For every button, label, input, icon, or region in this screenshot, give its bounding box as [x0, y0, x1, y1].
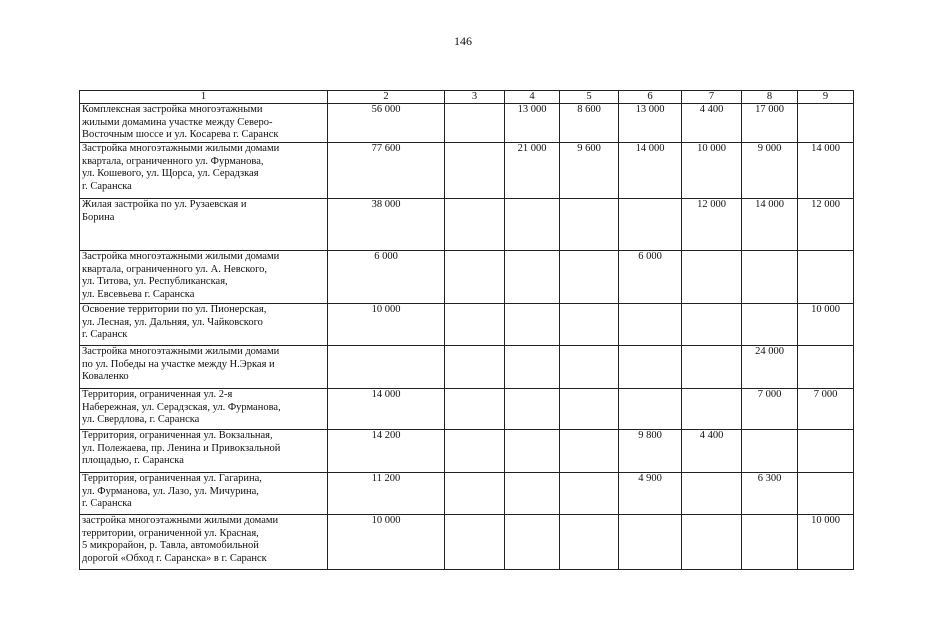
value-cell — [445, 104, 505, 143]
value-cell — [560, 473, 619, 515]
value-cell — [742, 515, 798, 570]
row-name-cell: Комплексная застройка многоэтажными жилыми домамина участке между Северо- Восточным шоссе и ул. Косарева г. Саранск — [80, 104, 328, 143]
row-name-cell: Жилая застройка по ул. Рузаевская и Борина — [80, 199, 328, 251]
value-cell: 24 000 — [742, 346, 798, 389]
header-cell: 7 — [682, 91, 742, 104]
header-row — [80, 91, 854, 104]
header-cell: 3 — [445, 91, 505, 104]
row-name-cell: застройка многоэтажными жилыми домами территории, ограниченной ул. Красная, 5 микрорайон, р. Тавла, автомобильной дорогой «Обход г. Саранска» в г. Саранск — [80, 515, 328, 570]
row-name-cell: Застройка многоэтажными жилыми домами квартала, ограниченного ул. Фурманова, ул. Кошевого, ул. Щорса, ул. Серадзкая г. Саранска — [80, 143, 328, 199]
value-cell: 6 000 — [619, 251, 682, 304]
value-cell: 4 400 — [682, 430, 742, 473]
value-cell: 9 800 — [619, 430, 682, 473]
table-row — [80, 515, 854, 570]
table-row — [80, 199, 854, 251]
value-cell — [560, 199, 619, 251]
value-cell — [505, 199, 560, 251]
value-cell — [505, 304, 560, 346]
table-row — [80, 251, 854, 304]
row-name-cell: Застройка многоэтажными жилыми домами по ул. Победы на участке между Н.Эркая и Коваленко — [80, 346, 328, 389]
header-cell: 2 — [328, 91, 445, 104]
value-cell: 10 000 — [798, 304, 854, 346]
value-cell: 10 000 — [328, 304, 445, 346]
value-cell — [742, 251, 798, 304]
value-cell: 12 000 — [798, 199, 854, 251]
value-cell — [445, 430, 505, 473]
table-row — [80, 104, 854, 143]
value-cell: 4 900 — [619, 473, 682, 515]
value-cell — [445, 473, 505, 515]
value-cell — [560, 515, 619, 570]
value-cell — [798, 104, 854, 143]
header-cell: 5 — [560, 91, 619, 104]
value-cell — [682, 251, 742, 304]
value-cell — [445, 346, 505, 389]
value-cell — [445, 515, 505, 570]
value-cell — [682, 346, 742, 389]
value-cell — [798, 346, 854, 389]
table-row — [80, 473, 854, 515]
header-cell: 4 — [505, 91, 560, 104]
value-cell — [742, 304, 798, 346]
row-name-cell: Территория, ограниченная ул. 2-я Набережная, ул. Серадзская, ул. Фурманова, ул. Свердлова, г. Саранска — [80, 389, 328, 430]
table-row — [80, 346, 854, 389]
value-cell: 7 000 — [798, 389, 854, 430]
value-cell — [619, 389, 682, 430]
value-cell: 38 000 — [328, 199, 445, 251]
value-cell: 6 000 — [328, 251, 445, 304]
value-cell: 13 000 — [505, 104, 560, 143]
value-cell — [505, 430, 560, 473]
row-name-cell: Территория, ограниченная ул. Вокзальная, ул. Полежаева, пр. Ленина и Привокзальной площадью, г. Саранска — [80, 430, 328, 473]
value-cell: 4 400 — [682, 104, 742, 143]
value-cell — [682, 389, 742, 430]
value-cell — [445, 251, 505, 304]
value-cell — [682, 515, 742, 570]
value-cell: 56 000 — [328, 104, 445, 143]
value-cell — [682, 304, 742, 346]
value-cell — [328, 346, 445, 389]
value-cell: 77 600 — [328, 143, 445, 199]
value-cell — [619, 304, 682, 346]
value-cell — [445, 199, 505, 251]
value-cell — [619, 199, 682, 251]
value-cell: 14 000 — [619, 143, 682, 199]
page-number: 146 — [454, 34, 472, 48]
table-row — [80, 389, 854, 430]
header-cell: 9 — [798, 91, 854, 104]
header-cell: 1 — [80, 91, 328, 104]
value-cell — [560, 389, 619, 430]
value-cell — [619, 515, 682, 570]
value-cell — [619, 346, 682, 389]
value-cell: 13 000 — [619, 104, 682, 143]
row-name-cell: Территория, ограниченная ул. Гагарина, ул. Фурманова, ул. Лазо, ул. Мичурина, г. Саранска — [80, 473, 328, 515]
value-cell: 6 300 — [742, 473, 798, 515]
value-cell: 14 000 — [328, 389, 445, 430]
value-cell: 9 000 — [742, 143, 798, 199]
value-cell: 10 000 — [798, 515, 854, 570]
value-cell — [798, 430, 854, 473]
value-cell: 17 000 — [742, 104, 798, 143]
value-cell — [560, 346, 619, 389]
value-cell: 8 600 — [560, 104, 619, 143]
value-cell: 7 000 — [742, 389, 798, 430]
value-cell: 14 000 — [798, 143, 854, 199]
value-cell — [505, 346, 560, 389]
value-cell: 12 000 — [682, 199, 742, 251]
value-cell: 9 600 — [560, 143, 619, 199]
table-row — [80, 304, 854, 346]
value-cell — [682, 473, 742, 515]
value-cell — [505, 473, 560, 515]
value-cell: 21 000 — [505, 143, 560, 199]
table-row — [80, 143, 854, 199]
row-name-cell: Освоение территории по ул. Пионерская, ул. Лесная, ул. Дальняя, ул. Чайковского г. Саранск — [80, 304, 328, 346]
header-cell: 8 — [742, 91, 798, 104]
value-cell: 14 200 — [328, 430, 445, 473]
value-cell: 10 000 — [328, 515, 445, 570]
value-cell — [445, 304, 505, 346]
value-cell: 11 200 — [328, 473, 445, 515]
value-cell: 14 000 — [742, 199, 798, 251]
funding-table — [79, 90, 854, 570]
value-cell — [560, 304, 619, 346]
header-cell: 6 — [619, 91, 682, 104]
value-cell — [560, 430, 619, 473]
value-cell: 10 000 — [682, 143, 742, 199]
value-cell — [798, 251, 854, 304]
value-cell — [505, 251, 560, 304]
value-cell — [742, 430, 798, 473]
value-cell — [798, 473, 854, 515]
value-cell — [505, 389, 560, 430]
value-cell — [445, 143, 505, 199]
row-name-cell: Застройка многоэтажными жилыми домами квартала, ограниченного ул. А. Невского, ул. Титова, ул. Республиканская, ул. Евсевьева г. Саранска — [80, 251, 328, 304]
table-row — [80, 430, 854, 473]
value-cell — [560, 251, 619, 304]
value-cell — [505, 515, 560, 570]
value-cell — [445, 389, 505, 430]
